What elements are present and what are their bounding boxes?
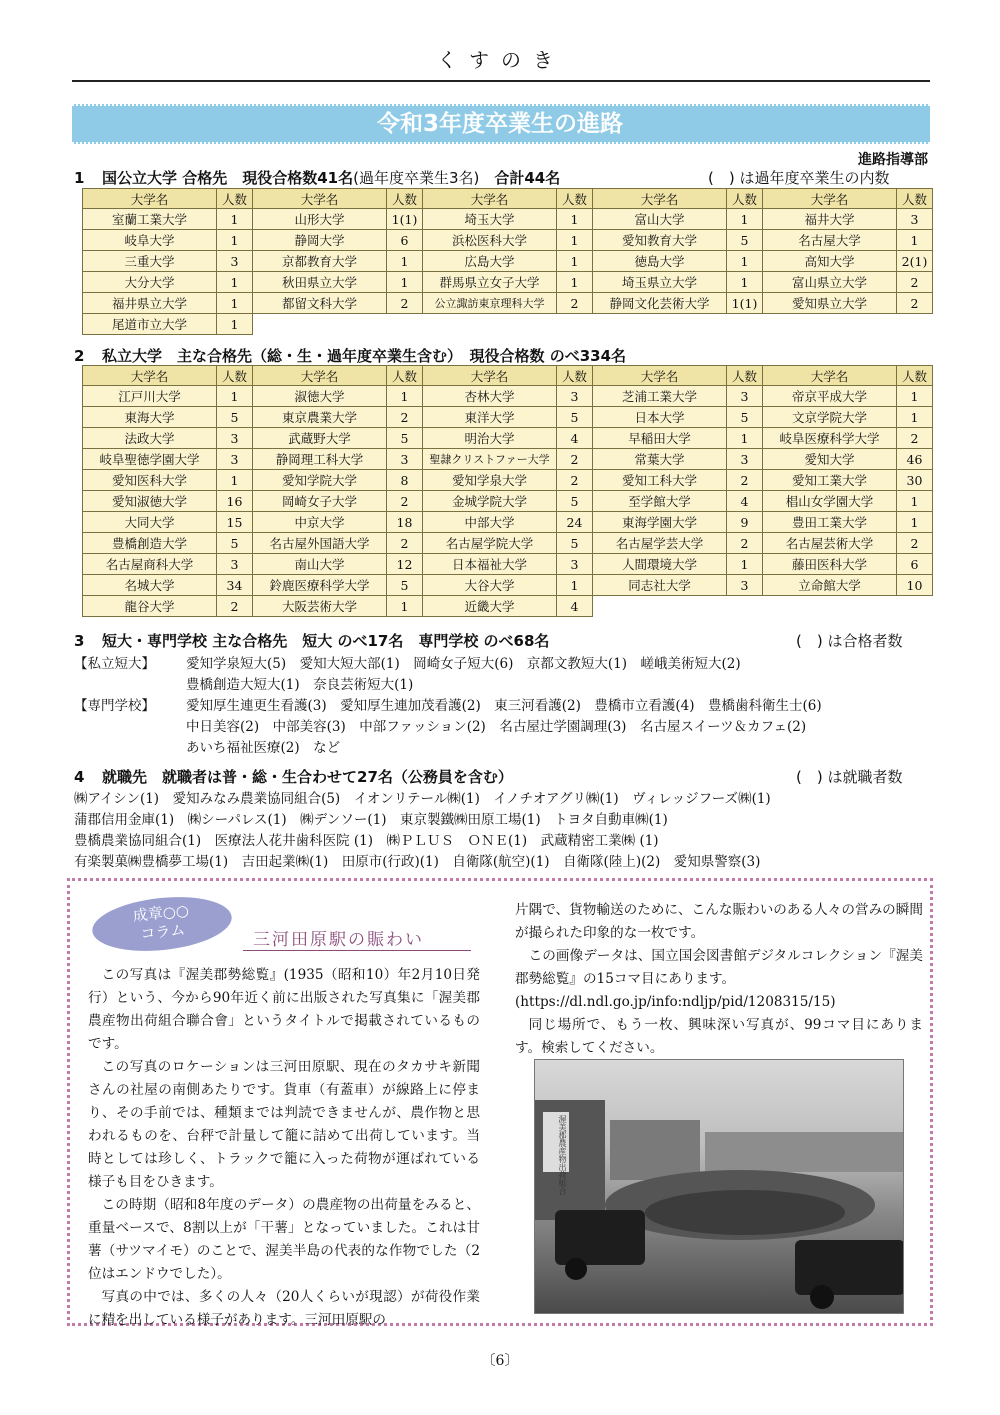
university-name: 都留文科大学 (253, 293, 387, 314)
header-count: 人数 (387, 366, 423, 386)
admission-count: 1 (557, 209, 593, 230)
admission-count: 3 (727, 575, 763, 596)
column-title-underline (243, 950, 471, 951)
table-row (83, 596, 933, 617)
admission-count: 4 (557, 596, 593, 617)
university-name: 埼玉県立大学 (593, 272, 727, 293)
admission-count: 24 (557, 512, 593, 533)
header-university: 大学名 (763, 366, 897, 386)
admission-count: 5 (727, 230, 763, 251)
admission-count: 12 (387, 554, 423, 575)
admission-count: 1 (727, 428, 763, 449)
university-name: 大同大学 (83, 512, 217, 533)
department-label: 進路指導部 (858, 152, 928, 168)
admission-count: 1 (217, 272, 253, 293)
paragraph: この画像データは、国立国会図書館デジタルコレクション『渥美郡勢総覧』の15コマ目にあります。 (515, 948, 923, 987)
table-row (83, 575, 933, 596)
admission-count: 10 (897, 575, 933, 596)
admission-count: 1 (217, 209, 253, 230)
admission-count: 3 (217, 428, 253, 449)
header-count: 人数 (897, 189, 933, 209)
admission-count: 3 (217, 251, 253, 272)
admission-count: 2(1) (897, 251, 933, 272)
university-name: 日本大学 (593, 407, 727, 428)
admission-count: 1 (217, 293, 253, 314)
university-name: 名古屋芸術大学 (763, 533, 897, 554)
photo-sign: 渥美郡農産物出荷組合 (558, 1115, 567, 1195)
admission-count: 16 (217, 491, 253, 512)
university-name: 名古屋外国語大学 (253, 533, 387, 554)
university-name: 椙山女学園大学 (763, 491, 897, 512)
national-university-table (82, 188, 933, 335)
admission-count: 6 (897, 554, 933, 575)
admission-count: 1 (387, 272, 423, 293)
admission-count: 2 (897, 293, 933, 314)
page-title (0, 104, 1000, 144)
university-name: 公立諏訪東京理科大学 (423, 293, 557, 314)
header-university: 大学名 (423, 366, 557, 386)
university-name: 鈴鹿医療科学大学 (253, 575, 387, 596)
university-name: 愛知教育大学 (593, 230, 727, 251)
university-name: 静岡文化芸術大学 (593, 293, 727, 314)
admission-count: 1 (897, 407, 933, 428)
university-name: 名城大学 (83, 575, 217, 596)
source-url: (https://dl.ndl.go.jp/info:ndljp/pid/1208315/15) (515, 994, 836, 1010)
admission-count: 2 (557, 470, 593, 491)
university-name: 名古屋学院大学 (423, 533, 557, 554)
university-name: 大谷大学 (423, 575, 557, 596)
admission-count: 1 (727, 251, 763, 272)
university-name: 愛知大学 (763, 449, 897, 470)
admission-count: 1 (557, 575, 593, 596)
university-name: 立命館大学 (763, 575, 897, 596)
college-list (74, 654, 822, 759)
university-name: 常葉大学 (593, 449, 727, 470)
admission-count: 2 (897, 533, 933, 554)
university-name: 静岡理工科大学 (253, 449, 387, 470)
newsletter-header: くすのき (437, 48, 565, 72)
university-name: 東洋大学 (423, 407, 557, 428)
university-name: 同志社大学 (593, 575, 727, 596)
admission-count: 2 (387, 407, 423, 428)
list-line: 愛知学泉短大(5) 愛知大短大部(1) 岡崎女子短大(6) 京都文教短大(1) 嵯峨美術短大(2) (186, 656, 741, 672)
page-title-text: 令和3年度卒業生の進路 (363, 111, 637, 137)
column-right-text (515, 899, 923, 1060)
admission-count: 3 (217, 449, 253, 470)
admission-count: 2 (727, 533, 763, 554)
page-number: 〔6〕 (481, 1353, 519, 1369)
table-row (83, 272, 933, 293)
admission-count: 1 (387, 251, 423, 272)
table-row (83, 407, 933, 428)
university-name: 帝京平成大学 (763, 386, 897, 407)
admission-count: 1 (217, 230, 253, 251)
university-name: 豊田工業大学 (763, 512, 897, 533)
university-name: 福井県立大学 (83, 293, 217, 314)
admission-count: 1(1) (387, 209, 423, 230)
table-row (83, 314, 933, 335)
admission-count: 5 (557, 533, 593, 554)
university-name: 近畿大学 (423, 596, 557, 617)
admission-count: 1 (897, 230, 933, 251)
table-row (83, 230, 933, 251)
university-name: 武蔵野大学 (253, 428, 387, 449)
university-name: 秋田県立大学 (253, 272, 387, 293)
table-row (83, 533, 933, 554)
private-university-table (82, 365, 933, 617)
header-university: 大学名 (423, 189, 557, 209)
university-name: 岐阜医療科学大学 (763, 428, 897, 449)
section-1-note: ( ) は過年度卒業生の内数 (708, 169, 890, 187)
admission-count: 5 (387, 428, 423, 449)
admission-count: 1(1) (727, 293, 763, 314)
badge-line: 成章○○ (131, 901, 190, 925)
section-title: 私立大学 主な合格先（総・生・過年度卒業生含む） 現役合格数 のべ334名 (102, 347, 627, 365)
university-name: 浜松医科大学 (423, 230, 557, 251)
university-name: 藤田医科大学 (763, 554, 897, 575)
paragraph: この写真は『渥美郡勢総覧』(1935（昭和10）年2月10日発行）という、今から90年近く前に出版された写真集に「渥美郡農産物出荷組合聯合會」というタイトルで掲載されているものです。 (88, 967, 480, 1052)
section-subnote: (過年度卒業生3名) (353, 169, 480, 187)
list-line: 有楽製菓㈱豊橋夢工場(1) 吉田起業㈱(1) 田原市(行政)(1) 自衛隊(航空)(1) 自衛隊(陸上)(2) 愛知県警察(3) (74, 854, 761, 870)
university-name: 富山大学 (593, 209, 727, 230)
university-name: 杏林大学 (423, 386, 557, 407)
university-name: 名古屋大学 (763, 230, 897, 251)
admission-count: 3 (557, 554, 593, 575)
section-title: 就職先 就職者は普・総・生合わせて27名（公務員を含む） (102, 768, 513, 786)
admission-count: 3 (897, 209, 933, 230)
university-name: 愛知工業大学 (763, 470, 897, 491)
admission-count: 1 (557, 272, 593, 293)
university-name: 徳島大学 (593, 251, 727, 272)
header-university: 大学名 (253, 189, 387, 209)
paragraph: 片隅で、貨物輸送のために、こんな賑わいのある人々の営みの瞬間が撮られた印象的な一枚です。 (515, 902, 923, 941)
section-4-heading (74, 766, 513, 787)
university-name: 聖隷クリストファー大学 (423, 449, 557, 470)
list-line: 豊橋創造大短大(1) 奈良芸術短大(1) (186, 677, 414, 693)
section-number: 3 (74, 632, 85, 650)
admission-count: 3 (727, 386, 763, 407)
admission-count: 30 (897, 470, 933, 491)
university-name: 埼玉大学 (423, 209, 557, 230)
university-name: 名古屋商科大学 (83, 554, 217, 575)
university-name: 文京学院大学 (763, 407, 897, 428)
university-name: 金城学院大学 (423, 491, 557, 512)
header-rule (72, 80, 930, 82)
table-row (83, 512, 933, 533)
table-row (83, 386, 933, 407)
table-header-row (83, 189, 933, 209)
admission-count: 1 (557, 230, 593, 251)
admission-count: 8 (387, 470, 423, 491)
vocational-school-label: 【専門学校】 (74, 698, 155, 714)
admission-count: 46 (897, 449, 933, 470)
list-line: 愛知厚生連更生看護(3) 愛知厚生連加茂看護(2) 東三河看護(2) 豊橋市立看護(4) 豊橋歯科衛生士(6) (186, 698, 822, 714)
admission-count: 3 (727, 449, 763, 470)
column-left-text (88, 964, 480, 1332)
admission-count: 1 (557, 251, 593, 272)
university-name: 愛知医科大学 (83, 470, 217, 491)
section-number: 1 (74, 169, 85, 187)
university-name: 岐阜聖徳学園大学 (83, 449, 217, 470)
header-university: 大学名 (593, 189, 727, 209)
employment-list (74, 789, 934, 873)
paragraph: この写真のロケーションは三河田原駅、現在のタカサキ新聞さんの社屋の南側あたりです。貨車（有蓋車）が線路上に停まり、その手前では、種類までは判読できませんが、農作物と思われるものを、台秤で計量して籠に詰めて出荷しています。当時としては珍しく、トラックで籠に入った荷物が運ばれている様子も目をひきます。 (88, 1059, 480, 1190)
admission-count: 1 (897, 512, 933, 533)
university-name: 東海大学 (83, 407, 217, 428)
admission-count: 5 (557, 407, 593, 428)
admission-count: 5 (387, 575, 423, 596)
university-name: 東海学園大学 (593, 512, 727, 533)
paragraph: 同じ場所で、もう一枚、興味深い写真が、99コマ目にあります。検索してください。 (515, 1017, 923, 1056)
list-line: ㈱アイシン(1) 愛知みなみ農業協同組合(5) イオンリテール㈱(1) イノチオアグリ㈱(1) ヴィレッジフーズ㈱(1) (74, 791, 771, 807)
header-count: 人数 (557, 366, 593, 386)
university-name: 静岡大学 (253, 230, 387, 251)
table-row (83, 470, 933, 491)
section-3-heading (74, 630, 549, 651)
private-college-label: 【私立短大】 (74, 656, 155, 672)
admission-count: 5 (217, 407, 253, 428)
university-name: 京都教育大学 (253, 251, 387, 272)
section-title: 国公立大学 合格先 現役合格数41名 (102, 169, 354, 187)
university-name: 尾道市立大学 (83, 314, 217, 335)
header-count: 人数 (727, 366, 763, 386)
admission-count: 9 (727, 512, 763, 533)
university-name: 中京大学 (253, 512, 387, 533)
section-number: 2 (74, 347, 85, 365)
university-name: 日本福祉大学 (423, 554, 557, 575)
university-name: 法政大学 (83, 428, 217, 449)
admission-count: 2 (897, 272, 933, 293)
university-name: 豊橋創造大学 (83, 533, 217, 554)
admission-count: 1 (387, 596, 423, 617)
admission-count: 3 (217, 554, 253, 575)
university-name: 芝浦工業大学 (593, 386, 727, 407)
admission-count: 4 (557, 428, 593, 449)
column-title: 三河田原駅の賑わい (253, 930, 424, 950)
university-name: 室蘭工業大学 (83, 209, 217, 230)
list-line: あいち福祉医療(2) など (186, 740, 341, 756)
admission-count: 2 (387, 293, 423, 314)
admission-count: 1 (727, 554, 763, 575)
header-university: 大学名 (253, 366, 387, 386)
admission-count: 2 (387, 491, 423, 512)
admission-count: 1 (727, 272, 763, 293)
university-name: 富山県立大学 (763, 272, 897, 293)
university-name: 大分大学 (83, 272, 217, 293)
admission-count: 2 (557, 449, 593, 470)
admission-count: 1 (217, 386, 253, 407)
header-university: 大学名 (593, 366, 727, 386)
admission-count: 2 (727, 470, 763, 491)
table-row (83, 428, 933, 449)
university-name: 明治大学 (423, 428, 557, 449)
university-name: 江戸川大学 (83, 386, 217, 407)
paragraph: この時期（昭和8年度のデータ）の農産物の出荷量をみると、重量ベースで、8割以上が「干薯」となっていました。これは甘薯（サツマイモ）のことで、渥美半島の代表的な作物でした（2位はエンドウでした）。 (88, 1197, 480, 1282)
admission-count: 34 (217, 575, 253, 596)
university-name: 中部大学 (423, 512, 557, 533)
university-name: 至学館大学 (593, 491, 727, 512)
university-name: 早稲田大学 (593, 428, 727, 449)
admission-count: 3 (557, 386, 593, 407)
admission-count: 1 (217, 314, 253, 335)
university-name: 愛知淑徳大学 (83, 491, 217, 512)
university-name: 愛知県立大学 (763, 293, 897, 314)
university-name: 愛知学院大学 (253, 470, 387, 491)
admission-count: 1 (387, 386, 423, 407)
admission-count: 4 (727, 491, 763, 512)
table-row (83, 554, 933, 575)
university-name: 広島大学 (423, 251, 557, 272)
admission-count: 5 (557, 491, 593, 512)
table-header-row (83, 366, 933, 386)
university-name: 大阪芸術大学 (253, 596, 387, 617)
header-count: 人数 (217, 189, 253, 209)
university-name: 愛知工科大学 (593, 470, 727, 491)
list-line: 中日美容(2) 中部美容(3) 中部ファッション(2) 名古屋辻学園調理(3) 名古屋スイーツ＆カフェ(2) (186, 719, 807, 735)
table-row (83, 251, 933, 272)
university-name: 群馬県立女子大学 (423, 272, 557, 293)
section-4-note: ( ) は就職者数 (796, 768, 903, 786)
university-name: 南山大学 (253, 554, 387, 575)
section-total: 合計44名 (494, 169, 561, 187)
table-row (83, 491, 933, 512)
header-university: 大学名 (83, 189, 217, 209)
admission-count: 2 (557, 293, 593, 314)
university-name: 東京農業大学 (253, 407, 387, 428)
university-name: 岐阜大学 (83, 230, 217, 251)
section-2-heading (74, 345, 626, 366)
list-line: 豊橋農業協同組合(1) 医療法人花井歯科医院 (1) ㈱ＰＬＵＳ ＯＮＥ(1) 武蔵精密工業㈱ (1) (74, 833, 659, 849)
university-name: 三重大学 (83, 251, 217, 272)
section-3-note: ( ) は合格者数 (796, 632, 903, 650)
paragraph: 写真の中では、多くの人々（20人くらいが現認）が荷役作業に精を出している様子があります。三河田原駅の (88, 1289, 480, 1328)
university-name: 淑徳大学 (253, 386, 387, 407)
admission-count: 1 (727, 209, 763, 230)
admission-count: 6 (387, 230, 423, 251)
university-name: 岡崎女子大学 (253, 491, 387, 512)
header-count: 人数 (217, 366, 253, 386)
header-count: 人数 (727, 189, 763, 209)
university-name: 人間環境大学 (593, 554, 727, 575)
admission-count: 5 (727, 407, 763, 428)
header-count: 人数 (557, 189, 593, 209)
list-line: 蒲郡信用金庫(1) ㈱シーパレス(1) ㈱デンソー(1) 東京製鐵㈱田原工場(1) トヨタ自動車㈱(1) (74, 812, 668, 828)
university-name: 愛知学泉大学 (423, 470, 557, 491)
header-count: 人数 (387, 189, 423, 209)
header-university: 大学名 (763, 189, 897, 209)
admission-count: 2 (387, 533, 423, 554)
badge-line: コラム (139, 920, 187, 944)
admission-count: 1 (217, 470, 253, 491)
header-university: 大学名 (83, 366, 217, 386)
section-1-heading (74, 167, 560, 188)
table-row (83, 449, 933, 470)
admission-count: 3 (387, 449, 423, 470)
admission-count: 18 (387, 512, 423, 533)
university-name: 名古屋学芸大学 (593, 533, 727, 554)
university-name: 山形大学 (253, 209, 387, 230)
header-count: 人数 (897, 366, 933, 386)
admission-count: 1 (897, 491, 933, 512)
admission-count: 15 (217, 512, 253, 533)
admission-count: 2 (217, 596, 253, 617)
table-row (83, 209, 933, 230)
historic-station-photo (534, 1059, 904, 1314)
university-name: 高知大学 (763, 251, 897, 272)
admission-count: 2 (897, 428, 933, 449)
admission-count: 1 (897, 386, 933, 407)
admission-count: 5 (217, 533, 253, 554)
table-row (83, 293, 933, 314)
university-name: 福井大学 (763, 209, 897, 230)
section-number: 4 (74, 768, 85, 786)
section-title: 短大・専門学校 主な合格先 短大 のべ17名 専門学校 のべ68名 (102, 632, 550, 650)
university-name: 龍谷大学 (83, 596, 217, 617)
